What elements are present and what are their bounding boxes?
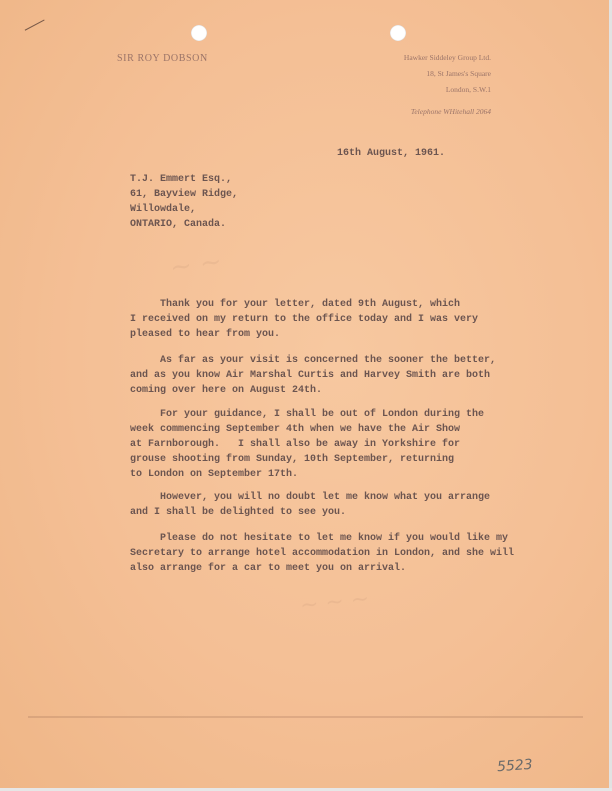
letterhead-telephone: Telephone WHitehall 2064 <box>410 107 491 116</box>
letterhead-address-line-3: London, S.W.1 <box>445 85 491 94</box>
recipient-address: T.J. Emmert Esq., 61, Bayview Ridge, Willowdale, ONTARIO, Canada. <box>130 174 239 230</box>
paragraph-4: However, you will no doubt let me know what you arrange and I shall be delighted to see you. <box>130 492 491 518</box>
letterhead-name: SIR ROY DOBSON <box>117 53 208 64</box>
letter-date: 16th August, 1961. <box>337 148 446 159</box>
corner-mark <box>25 19 50 39</box>
paragraph-3: For your guidance, I shall be out of London during the week commencing September 4th when we have the Air Show at Farnborough. I shall also be away in Yorkshire for grouse shooting from Sunday, 10th September, returning to London on September 17th. <box>130 409 485 480</box>
ghost-signature-mark: ~ ~ <box>168 246 224 284</box>
letterhead-address-line-1: Hawker Siddeley Group Ltd. <box>403 53 491 62</box>
letterhead-address-line-2: 18, St James's Square <box>426 69 491 78</box>
punch-hole-right <box>390 25 406 41</box>
paragraph-5: Please do not hesitate to let me know if you would like my Secretary to arrange hotel accommodation in London, and she will also arrange for a car to meet you on arrival. <box>130 533 515 574</box>
punch-hole-left <box>191 25 207 41</box>
ghost-signature-mark-lower: ~ ~ ~ <box>298 586 371 619</box>
bottom-fold-line <box>28 716 583 718</box>
paragraph-1: Thank you for your letter, dated 9th August, which I received on my return to the office today and I was very pleased to hear from you. <box>130 299 479 340</box>
pencil-annotation: 5523 <box>496 756 534 776</box>
paragraph-2: As far as your visit is concerned the sooner the better, and as you know Air Marshal Curtis and Harvey Smith are both coming over here on August 24th. <box>130 355 497 396</box>
